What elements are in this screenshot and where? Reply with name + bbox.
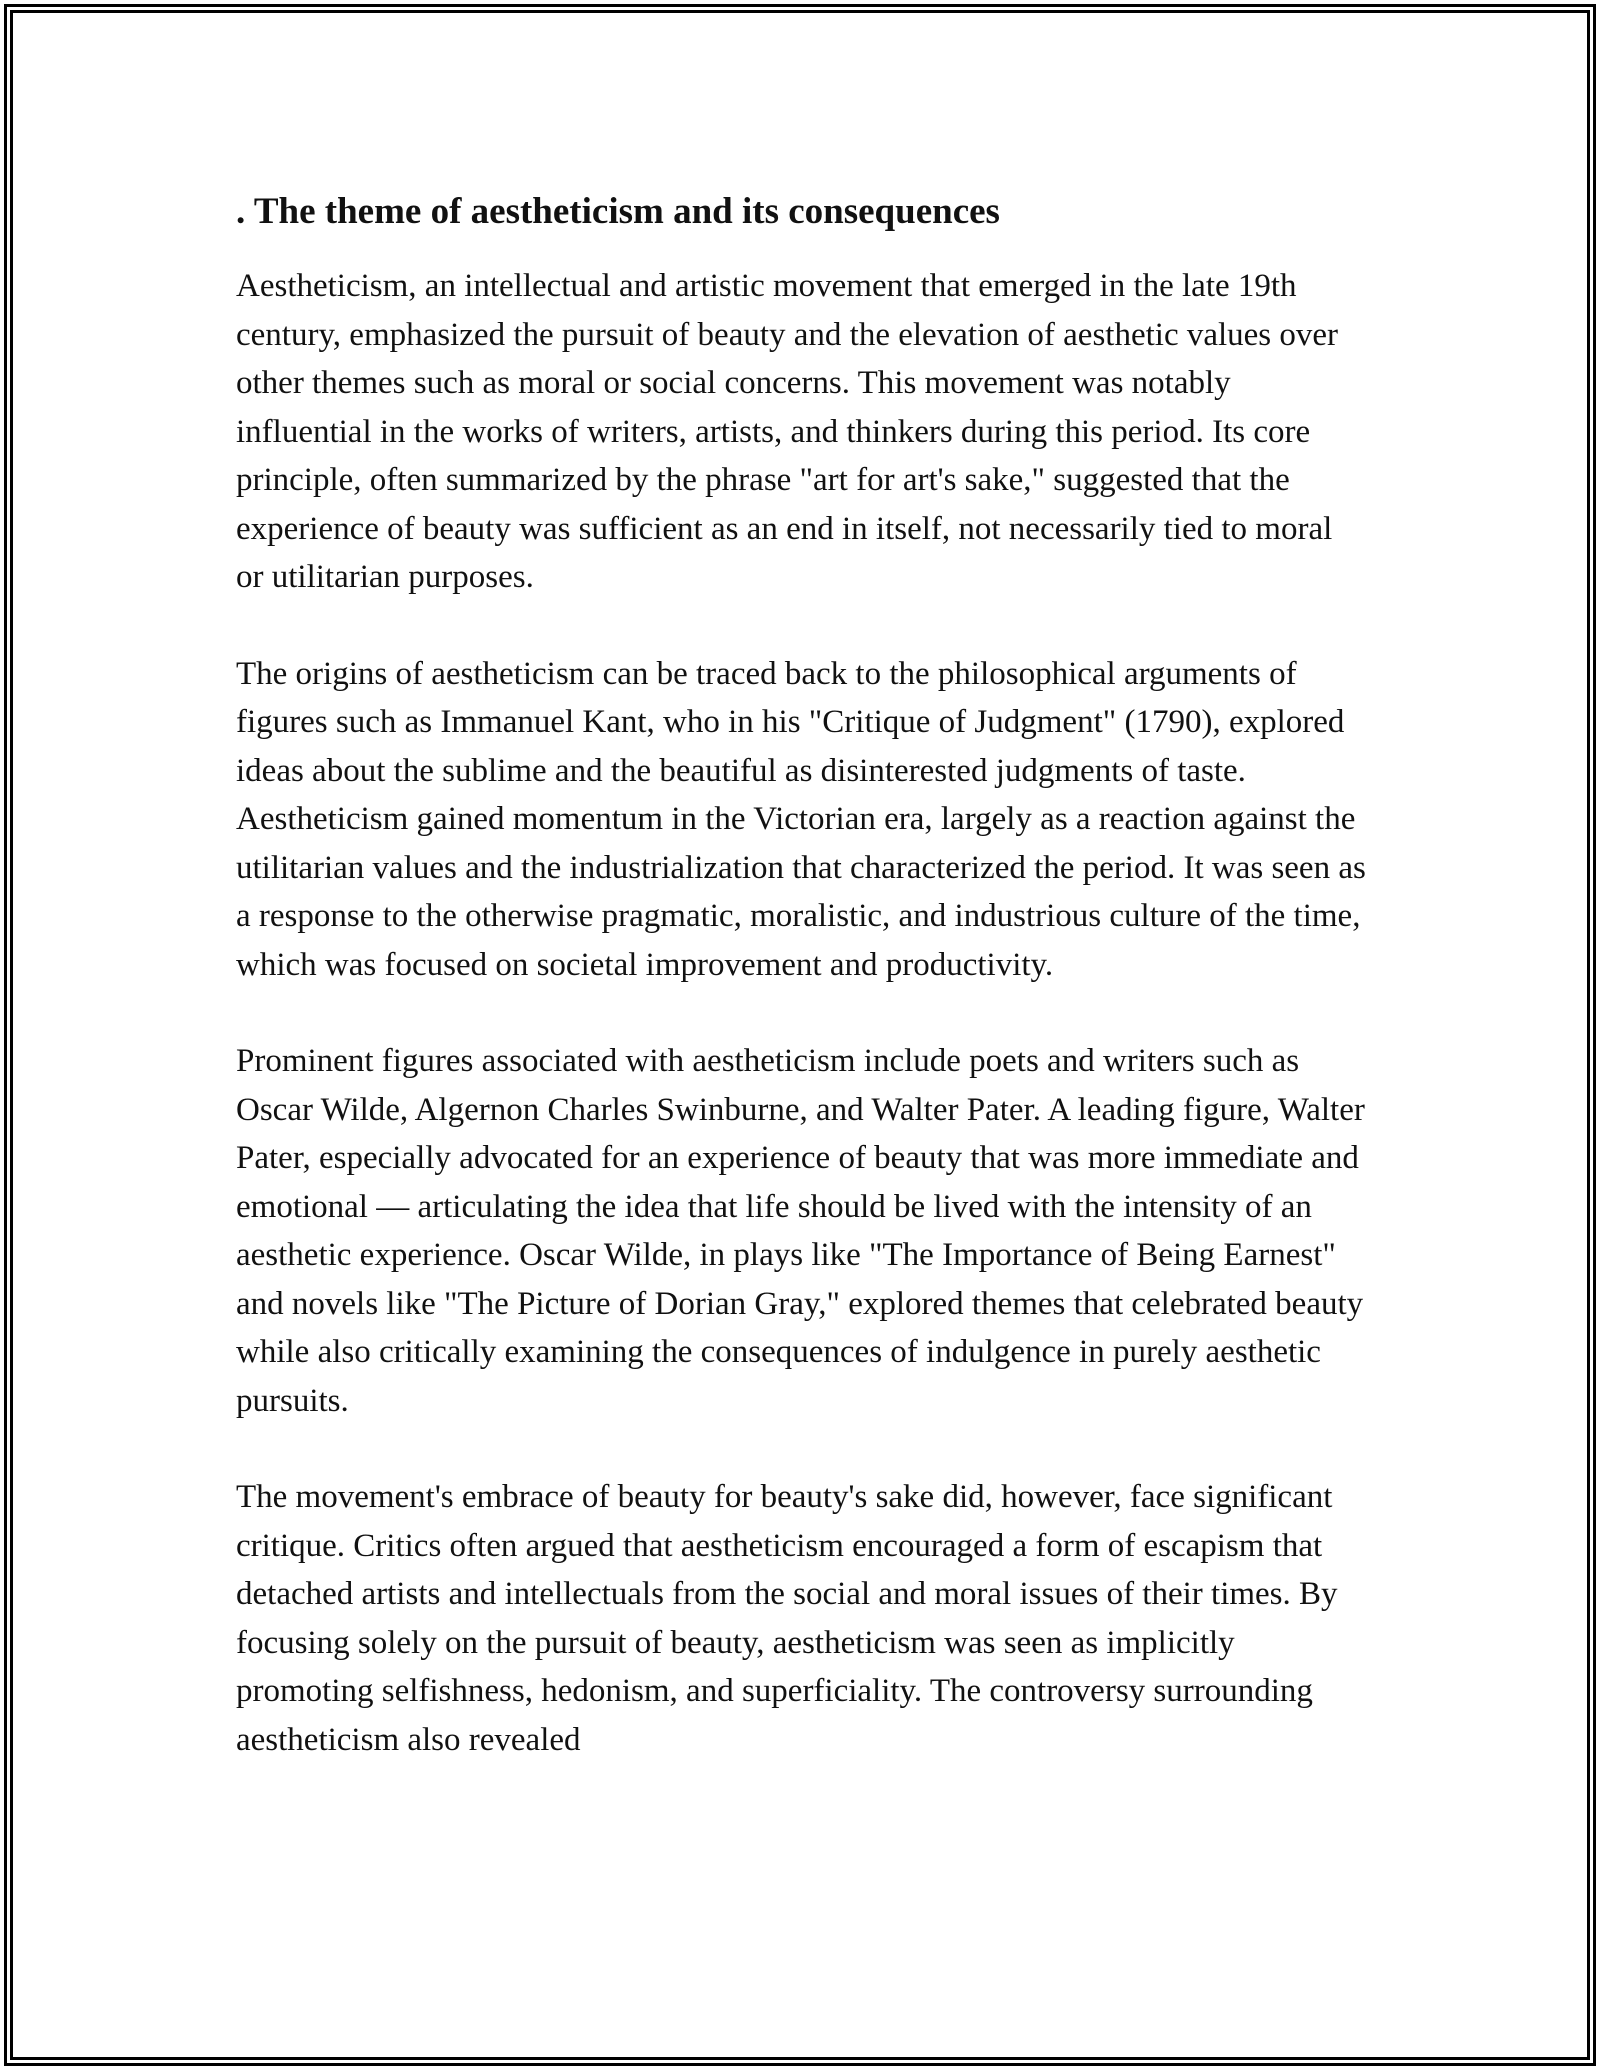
paragraph-origins: The origins of aestheticism can be traced back to the philosophical arguments of figures such as Immanuel Kant, who in his "Critique of Judgment" (1790), explored ideas about the sublime and the beautiful as disinterested judgments of taste. Aestheticism gained momentum in the Victorian era, largely as a reaction against the utilitarian values and the industrialization that characterized the period. It was seen as a response to the otherwise pragmatic, moralistic, and industrious culture of the time, which was focused on societal improvement and productivity. xyxy=(236,655,1366,983)
section-heading: . The theme of aestheticism and its consequences xyxy=(236,191,1000,232)
paragraph-figures: Prominent figures associated with aestheticism include poets and writers such as Oscar Wilde, Algernon Charles Swinburne, and Walter Pater. A leading figure, Walter Pater, especially advocated for an experience of beauty that was more immediate and emotional — articulating the idea that life should be lived with the intensity of an aesthetic experience. Oscar Wilde, in plays like "The Importance of Being Earnest" and novels like "The Picture of Dorian Gray," explored themes that celebrated beauty while also critically examining the consequences of indulgence in purely aesthetic pursuits. xyxy=(236,1043,1365,1419)
paragraph-intro: Aestheticism, an intellectual and artistic movement that emerged in the late 19th century, emphasized the pursuit of beauty and the elevation of aesthetic values over other themes such as moral or social concerns. This movement was notably influential in the works of writers, artists, and thinkers during this period. Its core principle, often summarized by the phrase "art for art's sake," suggested that the experience of beauty was sufficient as an end in itself, not necessarily tied to moral or utilitarian purposes. xyxy=(236,268,1339,595)
document-body xyxy=(236,186,1366,1812)
paragraph-critique: The movement's embrace of beauty for beauty's sake did, however, face significant critique. Critics often argued that aestheticism encouraged a form of escapism that detached artists and intellectuals from the social and moral issues of their times. By focusing solely on the pursuit of beauty, aestheticism was seen as implicitly promoting selfishness, hedonism, and superficiality. The controversy surrounding aestheticism also revealed xyxy=(236,1479,1338,1758)
